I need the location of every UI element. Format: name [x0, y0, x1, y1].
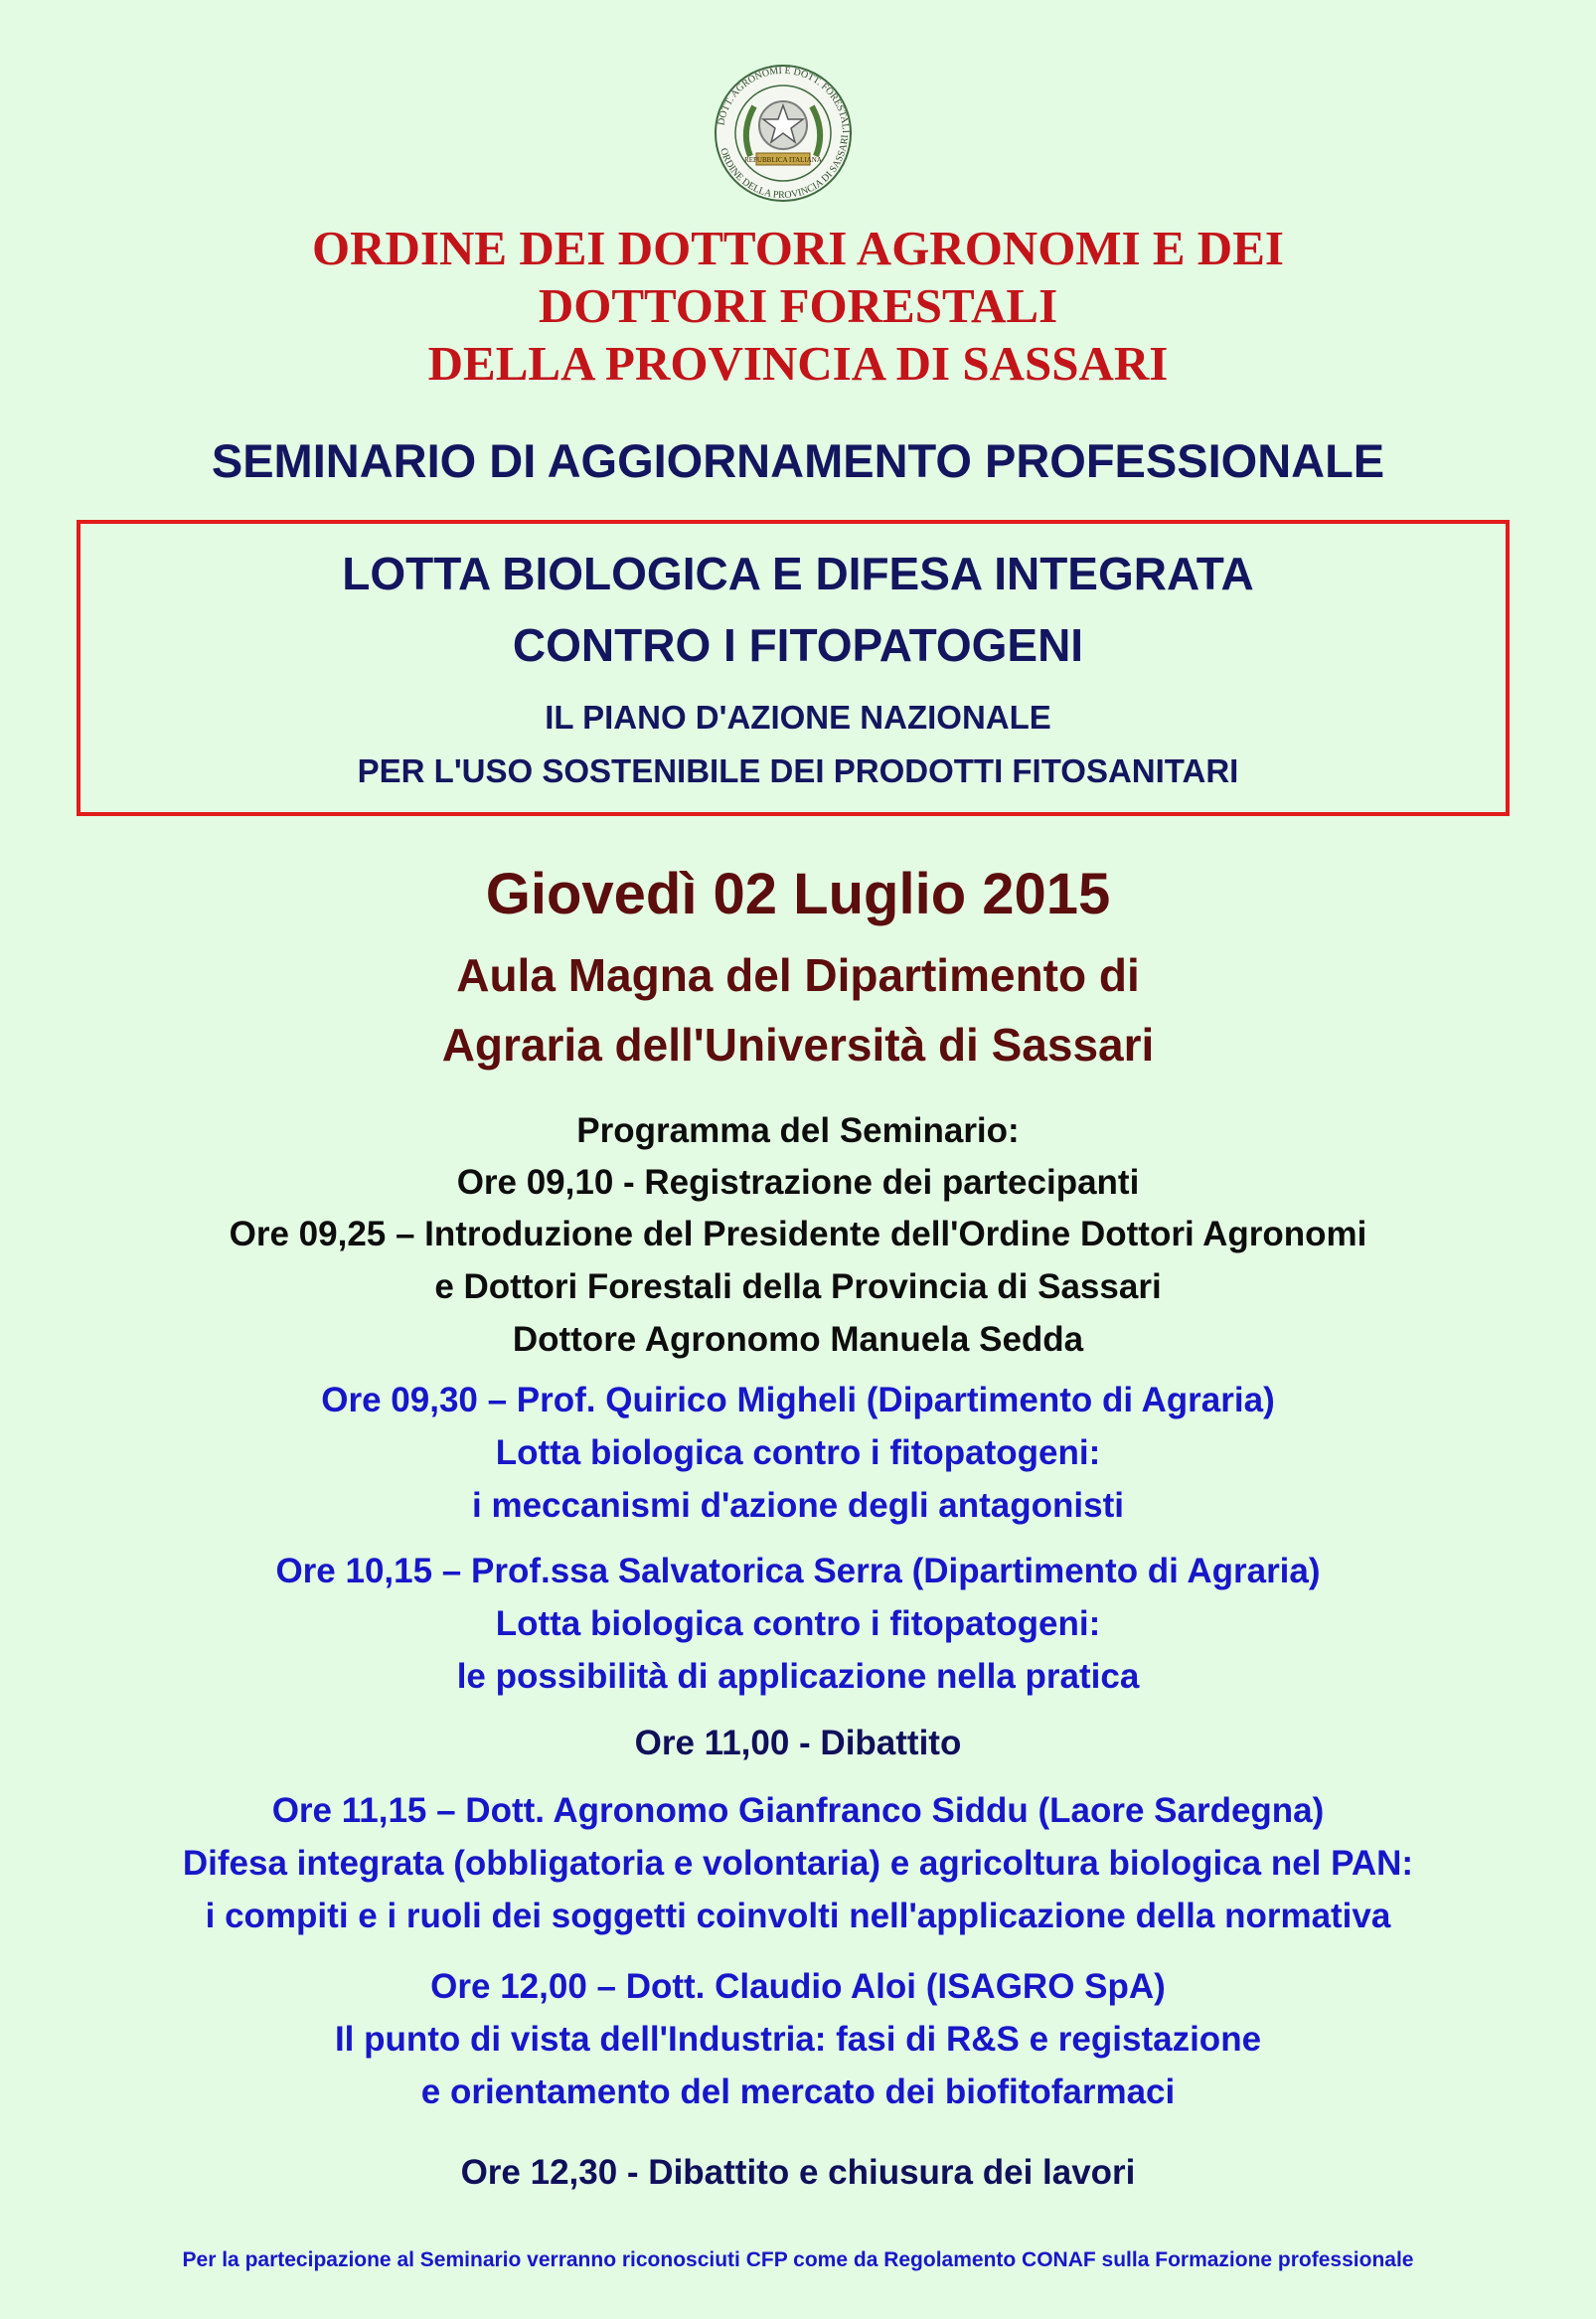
program-talk1-line3: i meccanismi d'azione degli antagonisti — [472, 1486, 1124, 1525]
event-place-line1: Aula Magna del Dipartimento di — [456, 949, 1140, 1001]
org-name-line2: DOTTORI FORESTALI — [538, 278, 1058, 333]
program-heading: Programma del Seminario: — [576, 1111, 1020, 1150]
order-seal-logo — [691, 62, 876, 205]
seminar-title-line2: CONTRO I FITOPATOGENI — [512, 619, 1084, 671]
seminar-subtitle-line1: IL PIANO D'AZIONE NAZIONALE — [545, 699, 1051, 736]
org-name-line3: DELLA PROVINCIA DI SASSARI — [427, 336, 1169, 391]
program-intro-line1: Ore 09,25 – Introduzione del Presidente dell'Ordine Dottori Agronomi — [229, 1215, 1367, 1253]
program-intro-line3: Dottore Agronomo Manuela Sedda — [512, 1320, 1084, 1359]
program-talk4-line1: Ore 12,00 – Dott. Claudio Aloi (ISAGRO SpA) — [430, 1967, 1166, 2006]
cfp-footer-note: Per la partecipazione al Seminario verranno riconosciuti CFP come da Regolamento CONAF sulla Formazione professionale — [182, 2248, 1414, 2271]
svg-text:ORDINE DELLA PROVINCIA DI SASS: ORDINE DELLA PROVINCIA DI SASSARI — [718, 134, 851, 202]
program-talk2-line1: Ore 10,15 – Prof.ssa Salvatorica Serra (Dipartimento di Agraria) — [275, 1552, 1321, 1590]
event-place-line2: Agraria dell'Università di Sassari — [441, 1019, 1155, 1071]
svg-text:DOTT. AGRONOMI E DOTT. FORESTA: DOTT. AGRONOMI E DOTT. FORESTALI — [716, 65, 852, 134]
program-talk2-line2: Lotta biologica contro i fitopatogeni: — [495, 1604, 1101, 1643]
program-registration: Ore 09,10 - Registrazione dei partecipanti — [456, 1163, 1140, 1202]
seminar-type-heading: SEMINARIO DI AGGIORNAMENTO PROFESSIONALE — [211, 434, 1385, 487]
program-debate: Ore 11,00 - Dibattito — [634, 1724, 962, 1762]
program-talk1-line2: Lotta biologica contro i fitopatogeni: — [495, 1433, 1101, 1472]
event-date: Giovedì 02 Luglio 2015 — [485, 862, 1111, 926]
seminar-title-line1: LOTTA BIOLOGICA E DIFESA INTEGRATA — [342, 548, 1254, 599]
seminar-subtitle-line2: PER L'USO SOSTENIBILE DEI PRODOTTI FITOSANITARI — [357, 752, 1239, 789]
org-name-line1: ORDINE DEI DOTTORI AGRONOMI E DEI — [312, 221, 1284, 275]
svg-text:REPUBBLICA ITALIANA: REPUBBLICA ITALIANA — [744, 156, 822, 164]
program-talk4-line2: Il punto di vista dell'Industria: fasi di R&S e registazione — [334, 2020, 1262, 2059]
program-talk3-line1: Ore 11,15 – Dott. Agronomo Gianfranco Siddu (Laore Sardegna) — [271, 1791, 1325, 1830]
program-talk2-line3: le possibilità di applicazione nella pratica — [456, 1657, 1140, 1696]
program-talk3-line2: Difesa integrata (obbligatoria e volontaria) e agricoltura biologica nel PAN: — [182, 1844, 1414, 1883]
program-closing: Ore 12,30 - Dibattito e chiusura dei lavori — [460, 2153, 1136, 2192]
program-talk3-line3: i compiti e i ruoli dei soggetti coinvolti nell'applicazione della normativa — [205, 1897, 1391, 1935]
program-talk4-line3: e orientamento del mercato dei biofitofarmaci — [420, 2072, 1176, 2111]
program-intro-line2: e Dottori Forestali della Provincia di Sassari — [434, 1267, 1162, 1306]
program-talk1-line1: Ore 09,30 – Prof. Quirico Migheli (Dipartimento di Agraria) — [321, 1381, 1275, 1419]
